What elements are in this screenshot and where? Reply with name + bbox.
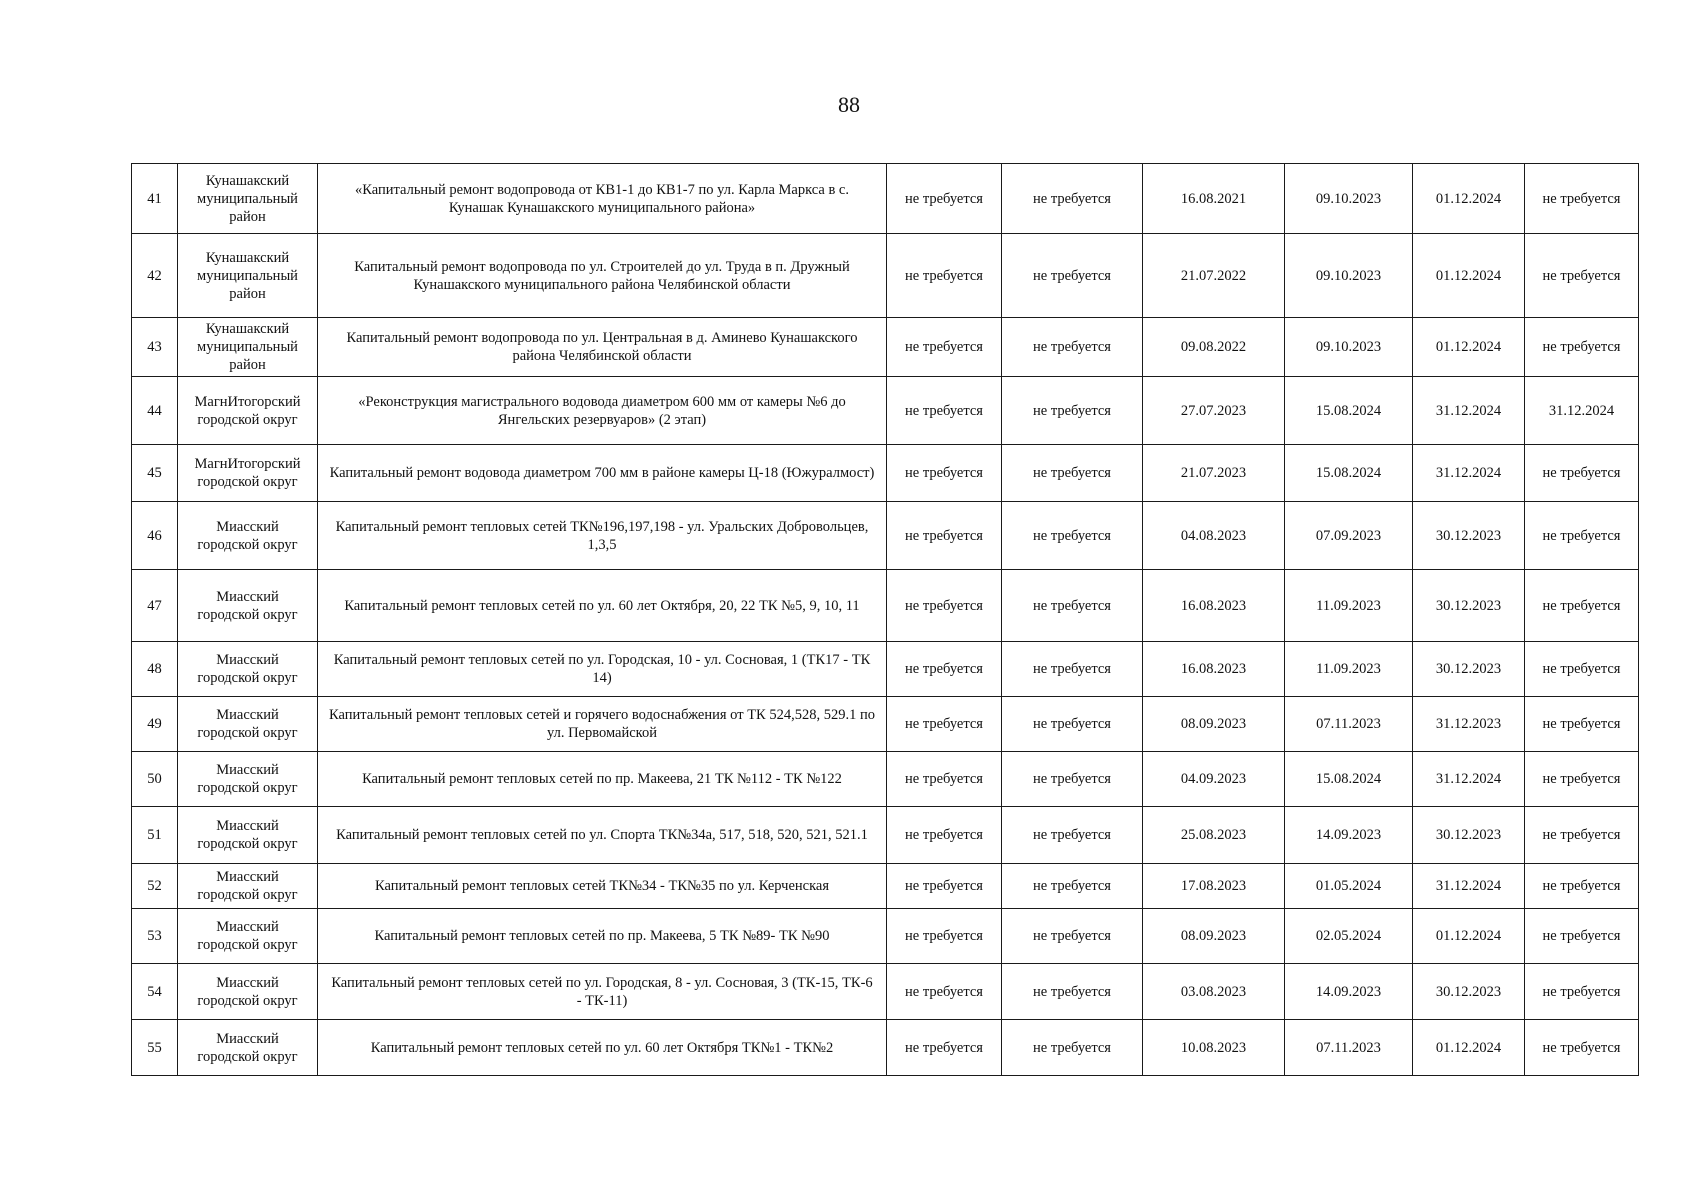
table-body <box>132 164 1639 1076</box>
cell-status-3: не требуется <box>1525 318 1639 377</box>
cell-date-1: 21.07.2022 <box>1143 234 1285 318</box>
cell-date-1: 27.07.2023 <box>1143 377 1285 445</box>
cell-status-2: не требуется <box>1002 234 1143 318</box>
cell-description: Капитальный ремонт тепловых сетей по ул. 60 лет Октября ТК№1 - ТК№2 <box>318 1020 887 1076</box>
cell-status-1: не требуется <box>887 864 1002 909</box>
cell-number: 53 <box>132 909 178 964</box>
cell-date-1: 08.09.2023 <box>1143 909 1285 964</box>
cell-date-3: 31.12.2024 <box>1413 752 1525 807</box>
cell-municipality: Миасский городской округ <box>178 964 318 1020</box>
cell-status-3: не требуется <box>1525 864 1639 909</box>
table-row <box>132 318 1639 377</box>
cell-number: 54 <box>132 964 178 1020</box>
cell-status-2: не требуется <box>1002 502 1143 570</box>
cell-status-2: не требуется <box>1002 445 1143 502</box>
cell-number: 43 <box>132 318 178 377</box>
cell-date-3: 01.12.2024 <box>1413 909 1525 964</box>
cell-status-2: не требуется <box>1002 570 1143 642</box>
cell-date-1: 16.08.2023 <box>1143 570 1285 642</box>
cell-date-2: 15.08.2024 <box>1285 752 1413 807</box>
cell-municipality: Кунашакский муниципальный район <box>178 234 318 318</box>
cell-number: 51 <box>132 807 178 864</box>
cell-date-1: 16.08.2023 <box>1143 642 1285 697</box>
table-row <box>132 964 1639 1020</box>
table-row <box>132 377 1639 445</box>
cell-date-3: 01.12.2024 <box>1413 164 1525 234</box>
cell-status-1: не требуется <box>887 445 1002 502</box>
cell-number: 42 <box>132 234 178 318</box>
cell-description: Капитальный ремонт тепловых сетей по пр. Макеева, 5 ТК №89- ТК №90 <box>318 909 887 964</box>
cell-status-3: не требуется <box>1525 234 1639 318</box>
cell-status-1: не требуется <box>887 377 1002 445</box>
cell-status-1: не требуется <box>887 502 1002 570</box>
cell-municipality: Миасский городской округ <box>178 909 318 964</box>
cell-date-1: 04.08.2023 <box>1143 502 1285 570</box>
table-row <box>132 864 1639 909</box>
table-row <box>132 697 1639 752</box>
cell-description: Капитальный ремонт тепловых сетей по ул. Городская, 10 - ул. Сосновая, 1 (ТК17 - ТК 14) <box>318 642 887 697</box>
cell-date-2: 15.08.2024 <box>1285 377 1413 445</box>
page-number: 88 <box>838 92 860 117</box>
cell-description: «Капитальный ремонт водопровода от КВ1-1 до КВ1-7 по ул. Карла Маркса в с. Кунашак Кунашакского муниципального района» <box>318 164 887 234</box>
cell-status-1: не требуется <box>887 318 1002 377</box>
cell-date-2: 09.10.2023 <box>1285 234 1413 318</box>
cell-date-1: 10.08.2023 <box>1143 1020 1285 1076</box>
cell-number: 55 <box>132 1020 178 1076</box>
cell-date-2: 14.09.2023 <box>1285 964 1413 1020</box>
cell-description: Капитальный ремонт тепловых сетей ТК№34 - ТК№35 по ул. Керченская <box>318 864 887 909</box>
cell-date-3: 31.12.2024 <box>1413 445 1525 502</box>
cell-municipality: Миасский городской округ <box>178 1020 318 1076</box>
cell-status-1: не требуется <box>887 1020 1002 1076</box>
cell-date-2: 11.09.2023 <box>1285 570 1413 642</box>
cell-status-3: не требуется <box>1525 964 1639 1020</box>
cell-status-2: не требуется <box>1002 697 1143 752</box>
cell-date-3: 01.12.2024 <box>1413 1020 1525 1076</box>
cell-municipality: Миасский городской округ <box>178 807 318 864</box>
table-row <box>132 642 1639 697</box>
cell-municipality: Миасский городской округ <box>178 697 318 752</box>
cell-status-1: не требуется <box>887 909 1002 964</box>
table-row <box>132 502 1639 570</box>
cell-date-2: 14.09.2023 <box>1285 807 1413 864</box>
cell-number: 44 <box>132 377 178 445</box>
cell-date-1: 25.08.2023 <box>1143 807 1285 864</box>
cell-status-2: не требуется <box>1002 909 1143 964</box>
table-row <box>132 752 1639 807</box>
cell-status-1: не требуется <box>887 234 1002 318</box>
cell-status-3: не требуется <box>1525 909 1639 964</box>
cell-status-3: не требуется <box>1525 502 1639 570</box>
cell-status-2: не требуется <box>1002 964 1143 1020</box>
cell-date-2: 09.10.2023 <box>1285 164 1413 234</box>
table-row <box>132 807 1639 864</box>
cell-status-1: не требуется <box>887 752 1002 807</box>
works-table <box>131 163 1639 1076</box>
cell-date-1: 21.07.2023 <box>1143 445 1285 502</box>
cell-status-1: не требуется <box>887 697 1002 752</box>
cell-date-3: 31.12.2023 <box>1413 697 1525 752</box>
cell-description: Капитальный ремонт водопровода по ул. Строителей до ул. Труда в п. Дружный Кунашакского муниципального района Челябинской области <box>318 234 887 318</box>
cell-status-1: не требуется <box>887 807 1002 864</box>
cell-date-2: 02.05.2024 <box>1285 909 1413 964</box>
cell-status-1: не требуется <box>887 642 1002 697</box>
table-row <box>132 234 1639 318</box>
cell-status-2: не требуется <box>1002 1020 1143 1076</box>
cell-date-2: 11.09.2023 <box>1285 642 1413 697</box>
cell-description: Капитальный ремонт тепловых сетей по пр. Макеева, 21 ТК №112 - ТК №122 <box>318 752 887 807</box>
cell-number: 48 <box>132 642 178 697</box>
cell-status-2: не требуется <box>1002 377 1143 445</box>
cell-date-1: 03.08.2023 <box>1143 964 1285 1020</box>
cell-date-1: 08.09.2023 <box>1143 697 1285 752</box>
cell-date-3: 30.12.2023 <box>1413 964 1525 1020</box>
cell-status-2: не требуется <box>1002 642 1143 697</box>
cell-status-2: не требуется <box>1002 164 1143 234</box>
cell-description: «Реконструкция магистрального водовода диаметром 600 мм от камеры №6 до Янгельских резервуаров» (2 этап) <box>318 377 887 445</box>
cell-municipality: МагнИтогорский городской округ <box>178 377 318 445</box>
cell-date-2: 07.09.2023 <box>1285 502 1413 570</box>
cell-date-2: 09.10.2023 <box>1285 318 1413 377</box>
cell-date-1: 09.08.2022 <box>1143 318 1285 377</box>
cell-description: Капитальный ремонт тепловых сетей по ул. Городская, 8 - ул. Сосновая, 3 (ТК-15, ТК-6 - ТК-11) <box>318 964 887 1020</box>
cell-number: 41 <box>132 164 178 234</box>
cell-date-3: 30.12.2023 <box>1413 502 1525 570</box>
table-row <box>132 164 1639 234</box>
cell-date-2: 01.05.2024 <box>1285 864 1413 909</box>
cell-date-2: 07.11.2023 <box>1285 1020 1413 1076</box>
cell-description: Капитальный ремонт тепловых сетей ТК№196,197,198 - ул. Уральских Добровольцев, 1,3,5 <box>318 502 887 570</box>
cell-status-3: не требуется <box>1525 807 1639 864</box>
cell-status-3: не требуется <box>1525 642 1639 697</box>
cell-status-2: не требуется <box>1002 864 1143 909</box>
table-row <box>132 445 1639 502</box>
cell-status-3: не требуется <box>1525 445 1639 502</box>
cell-date-3: 30.12.2023 <box>1413 642 1525 697</box>
cell-number: 47 <box>132 570 178 642</box>
cell-date-1: 04.09.2023 <box>1143 752 1285 807</box>
cell-status-3: не требуется <box>1525 1020 1639 1076</box>
cell-status-2: не требуется <box>1002 752 1143 807</box>
table-row <box>132 1020 1639 1076</box>
cell-municipality: Кунашакский муниципальный район <box>178 318 318 377</box>
cell-number: 49 <box>132 697 178 752</box>
cell-description: Капитальный ремонт водопровода по ул. Центральная в д. Аминево Кунашакского района Челябинской области <box>318 318 887 377</box>
cell-municipality: МагнИтогорский городской округ <box>178 445 318 502</box>
cell-municipality: Миасский городской округ <box>178 864 318 909</box>
cell-number: 52 <box>132 864 178 909</box>
cell-date-3: 01.12.2024 <box>1413 318 1525 377</box>
cell-description: Капитальный ремонт водовода диаметром 700 мм в районе камеры Ц-18 (Южуралмост) <box>318 445 887 502</box>
cell-status-1: не требуется <box>887 164 1002 234</box>
cell-status-1: не требуется <box>887 964 1002 1020</box>
cell-status-2: не требуется <box>1002 807 1143 864</box>
cell-date-1: 17.08.2023 <box>1143 864 1285 909</box>
cell-number: 46 <box>132 502 178 570</box>
cell-date-3: 31.12.2024 <box>1413 377 1525 445</box>
cell-status-3: не требуется <box>1525 164 1639 234</box>
cell-date-3: 30.12.2023 <box>1413 570 1525 642</box>
cell-date-3: 31.12.2024 <box>1413 864 1525 909</box>
cell-date-1: 16.08.2021 <box>1143 164 1285 234</box>
cell-status-3: не требуется <box>1525 752 1639 807</box>
cell-status-2: не требуется <box>1002 318 1143 377</box>
cell-number: 50 <box>132 752 178 807</box>
cell-description: Капитальный ремонт тепловых сетей по ул. Спорта ТК№34а, 517, 518, 520, 521, 521.1 <box>318 807 887 864</box>
cell-municipality: Миасский городской округ <box>178 502 318 570</box>
cell-municipality: Миасский городской округ <box>178 570 318 642</box>
cell-date-2: 15.08.2024 <box>1285 445 1413 502</box>
cell-status-3: не требуется <box>1525 697 1639 752</box>
table-row <box>132 570 1639 642</box>
cell-date-2: 07.11.2023 <box>1285 697 1413 752</box>
cell-municipality: Кунашакский муниципальный район <box>178 164 318 234</box>
cell-municipality: Миасский городской округ <box>178 752 318 807</box>
cell-number: 45 <box>132 445 178 502</box>
cell-status-3: 31.12.2024 <box>1525 377 1639 445</box>
cell-description: Капитальный ремонт тепловых сетей и горячего водоснабжения от ТК 524,528, 529.1 по ул. Первомайской <box>318 697 887 752</box>
cell-municipality: Миасский городской округ <box>178 642 318 697</box>
cell-status-3: не требуется <box>1525 570 1639 642</box>
table-row <box>132 909 1639 964</box>
cell-description: Капитальный ремонт тепловых сетей по ул. 60 лет Октября, 20, 22 ТК №5, 9, 10, 11 <box>318 570 887 642</box>
cell-date-3: 30.12.2023 <box>1413 807 1525 864</box>
cell-status-1: не требуется <box>887 570 1002 642</box>
cell-date-3: 01.12.2024 <box>1413 234 1525 318</box>
